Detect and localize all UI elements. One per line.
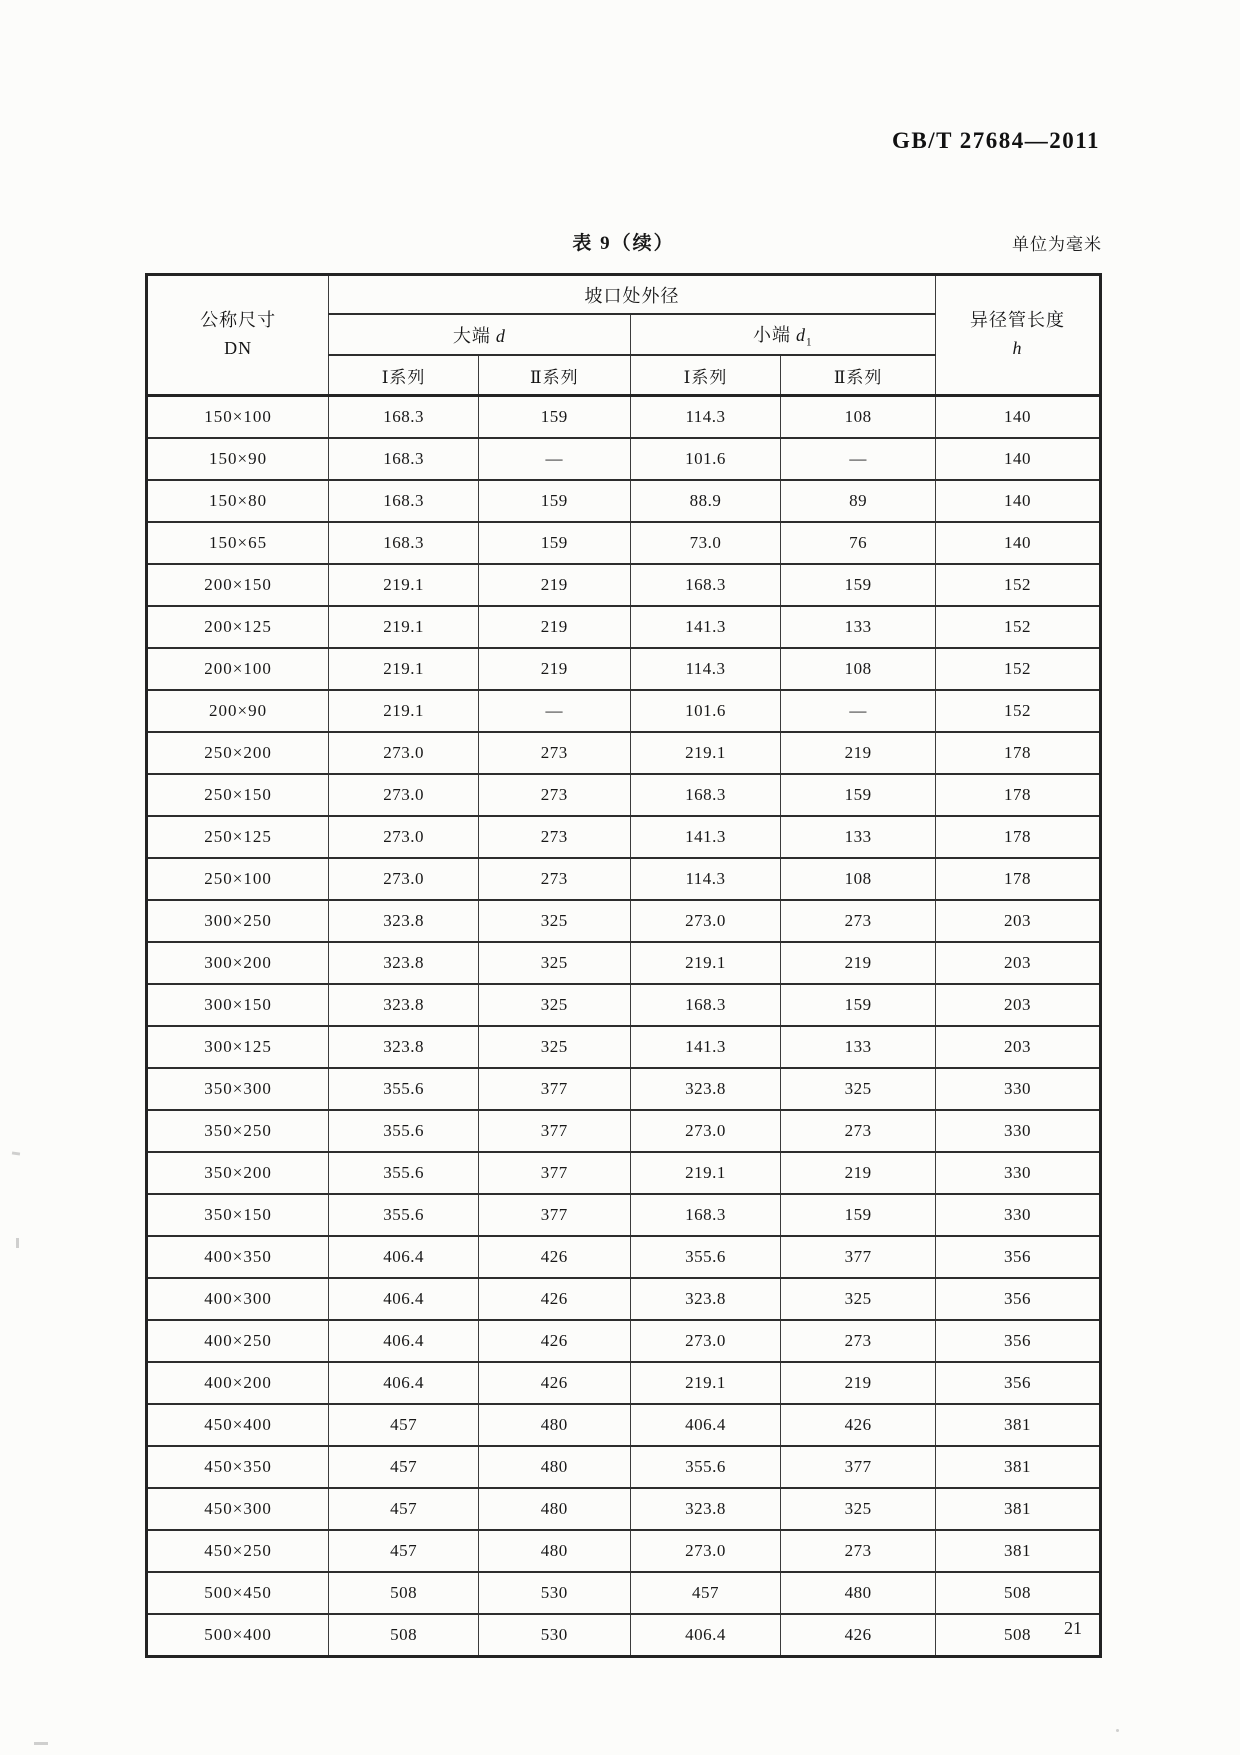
page-number: 21 [1064,1618,1082,1638]
value-cell: 356 [935,1362,1100,1404]
value-cell: 203 [935,942,1100,984]
value-cell: — [478,438,630,480]
value-cell: 140 [935,438,1100,480]
value-cell: 152 [935,648,1100,690]
table-row [147,1614,1101,1657]
value-cell: 480 [478,1404,630,1446]
dn-cell: 400×200 [147,1362,329,1404]
value-cell: 76 [781,522,936,564]
value-cell: 355.6 [630,1236,781,1278]
value-cell: 406.4 [630,1614,781,1657]
value-cell: 325 [781,1068,936,1110]
value-cell: 273.0 [329,732,479,774]
value-cell: 377 [478,1068,630,1110]
dn-cell: 350×150 [147,1194,329,1236]
value-cell: 168.3 [630,984,781,1026]
dn-cell: 400×350 [147,1236,329,1278]
value-cell: 355.6 [329,1068,479,1110]
value-cell: 178 [935,858,1100,900]
table-row [147,1236,1101,1278]
value-cell: 273 [781,1530,936,1572]
scan-artifact [12,1151,20,1155]
table-row [147,816,1101,858]
value-cell: 114.3 [630,396,781,439]
table-row [147,858,1101,900]
value-cell: 457 [329,1530,479,1572]
value-cell: 219 [781,1152,936,1194]
value-cell: 325 [478,900,630,942]
dn-cell: 200×100 [147,648,329,690]
value-cell: 273 [781,1320,936,1362]
dn-cell: 450×350 [147,1446,329,1488]
value-cell: 273 [478,816,630,858]
table-row [147,1152,1101,1194]
value-cell: 323.8 [329,942,479,984]
table-row [147,522,1101,564]
value-cell: 178 [935,774,1100,816]
table-row [147,690,1101,732]
value-cell: 426 [478,1320,630,1362]
value-cell: 508 [329,1614,479,1657]
value-cell: 381 [935,1404,1100,1446]
dn-cell: 350×250 [147,1110,329,1152]
value-cell: 508 [935,1614,1100,1657]
value-cell: 323.8 [630,1278,781,1320]
value-cell: 457 [329,1404,479,1446]
value-cell: 457 [329,1488,479,1530]
value-cell: 159 [781,1194,936,1236]
value-cell: — [781,438,936,480]
table-row [147,438,1101,480]
table-row [147,1488,1101,1530]
value-cell: 426 [478,1278,630,1320]
scan-artifact [1116,1729,1119,1732]
value-cell: 168.3 [630,564,781,606]
value-cell: 141.3 [630,606,781,648]
value-cell: 159 [781,564,936,606]
value-cell: 219 [781,942,936,984]
value-cell: 219.1 [329,690,479,732]
table-row [147,564,1101,606]
table-row [147,480,1101,522]
dn-cell: 450×250 [147,1530,329,1572]
value-cell: 480 [478,1530,630,1572]
value-cell: 406.4 [329,1320,479,1362]
table-row [147,1362,1101,1404]
value-cell: 273.0 [329,774,479,816]
value-cell: 356 [935,1278,1100,1320]
header-series-2-small: Ⅱ系列 [781,355,936,396]
value-cell: 426 [478,1236,630,1278]
value-cell: 273.0 [329,858,479,900]
value-cell: 480 [478,1488,630,1530]
value-cell: 355.6 [329,1152,479,1194]
value-cell: 325 [478,1026,630,1068]
value-cell: 219.1 [329,606,479,648]
table-row [147,396,1101,439]
value-cell: 330 [935,1152,1100,1194]
dimension-table [145,273,1102,1658]
value-cell: 168.3 [329,522,479,564]
value-cell: 152 [935,606,1100,648]
table-title: 表 9（续） [572,233,675,254]
dn-cell: 350×300 [147,1068,329,1110]
dn-cell: 400×300 [147,1278,329,1320]
value-cell: 530 [478,1614,630,1657]
dn-cell: 300×250 [147,900,329,942]
dn-cell: 250×200 [147,732,329,774]
dn-cell: 450×400 [147,1404,329,1446]
value-cell: 101.6 [630,438,781,480]
table-row [147,1068,1101,1110]
value-cell: 178 [935,816,1100,858]
dn-cell: 200×150 [147,564,329,606]
header-outer-diameter-group: 坡口处外径 [329,275,936,315]
value-cell: 168.3 [630,1194,781,1236]
value-cell: 273.0 [630,900,781,942]
value-cell: 133 [781,1026,936,1068]
value-cell: 406.4 [329,1362,479,1404]
header-dn-symbol: DN [224,338,253,358]
value-cell: 140 [935,480,1100,522]
value-cell: 203 [935,984,1100,1026]
value-cell: 114.3 [630,858,781,900]
value-cell: 141.3 [630,816,781,858]
dn-cell: 300×125 [147,1026,329,1068]
value-cell: 273 [781,1110,936,1152]
value-cell: 219 [478,648,630,690]
value-cell: 140 [935,522,1100,564]
table-caption-row [145,228,1102,254]
dn-cell: 300×150 [147,984,329,1026]
scan-artifact [16,1238,19,1248]
header-series-1-small: Ⅰ系列 [630,355,781,396]
table-row [147,942,1101,984]
value-cell: 406.4 [329,1278,479,1320]
value-cell: 168.3 [329,396,479,439]
value-cell: 356 [935,1236,1100,1278]
header-series-2-large: Ⅱ系列 [478,355,630,396]
value-cell: 159 [478,480,630,522]
scan-artifact [34,1742,48,1745]
value-cell: 355.6 [329,1110,479,1152]
value-cell: 356 [935,1320,1100,1362]
value-cell: 273.0 [630,1320,781,1362]
value-cell: 133 [781,606,936,648]
value-cell: 168.3 [329,480,479,522]
header-small-end: 小端 $d_1$ [630,314,935,355]
dn-cell: 450×300 [147,1488,329,1530]
dn-cell: 150×80 [147,480,329,522]
table-row [147,732,1101,774]
header-dn [147,275,329,396]
value-cell: 457 [329,1446,479,1488]
header-series-1-large: Ⅰ系列 [329,355,479,396]
value-cell: 219.1 [329,648,479,690]
dn-cell: 150×90 [147,438,329,480]
value-cell: 219 [478,606,630,648]
value-cell: 219 [478,564,630,606]
value-cell: 323.8 [329,1026,479,1068]
table-row [147,1530,1101,1572]
value-cell: 101.6 [630,690,781,732]
table-row [147,1194,1101,1236]
value-cell: 152 [935,564,1100,606]
value-cell: 426 [781,1404,936,1446]
value-cell: 377 [478,1194,630,1236]
value-cell: 377 [781,1236,936,1278]
value-cell: 530 [478,1572,630,1614]
dn-cell: 200×125 [147,606,329,648]
value-cell: 273.0 [329,816,479,858]
value-cell: 159 [781,984,936,1026]
value-cell: 457 [630,1572,781,1614]
value-cell: 273 [781,900,936,942]
table-body [147,396,1101,1657]
dn-cell: 250×150 [147,774,329,816]
value-cell: 355.6 [630,1446,781,1488]
value-cell: 159 [478,522,630,564]
dn-cell: 150×100 [147,396,329,439]
value-cell: 273 [478,774,630,816]
table-row [147,984,1101,1026]
value-cell: 330 [935,1194,1100,1236]
value-cell: 381 [935,1530,1100,1572]
value-cell: — [781,690,936,732]
value-cell: 89 [781,480,936,522]
table-row [147,1026,1101,1068]
value-cell: 273 [478,858,630,900]
header-dn-label: 公称尺寸 [200,310,277,331]
dn-cell: 350×200 [147,1152,329,1194]
dn-cell: 250×100 [147,858,329,900]
small-end-var: $d_1$ [795,324,813,349]
header-large-end: 大端 d [329,314,630,355]
value-cell: 323.8 [630,1488,781,1530]
value-cell: 114.3 [630,648,781,690]
value-cell: 508 [329,1572,479,1614]
value-cell: 480 [781,1572,936,1614]
value-cell: 203 [935,1026,1100,1068]
value-cell: 355.6 [329,1194,479,1236]
value-cell: 219.1 [630,732,781,774]
table-header [147,275,1101,396]
table-row [147,1320,1101,1362]
value-cell: 325 [478,984,630,1026]
value-cell: 426 [781,1614,936,1657]
value-cell: 406.4 [329,1236,479,1278]
value-cell: 219.1 [329,564,479,606]
value-cell: 133 [781,816,936,858]
value-cell: 108 [781,858,936,900]
value-cell: 88.9 [630,480,781,522]
value-cell: 141.3 [630,1026,781,1068]
value-cell: 325 [781,1488,936,1530]
table-row [147,606,1101,648]
dn-cell: 500×450 [147,1572,329,1614]
value-cell: 140 [935,396,1100,439]
value-cell: 203 [935,900,1100,942]
dn-cell: 250×125 [147,816,329,858]
dn-cell: 400×250 [147,1320,329,1362]
value-cell: 381 [935,1488,1100,1530]
value-cell: 323.8 [329,900,479,942]
value-cell: 273.0 [630,1530,781,1572]
header-length-var: h [1012,338,1023,358]
value-cell: 381 [935,1446,1100,1488]
value-cell: 323.8 [630,1068,781,1110]
value-cell: 219 [781,1362,936,1404]
value-cell: 377 [478,1110,630,1152]
value-cell: 330 [935,1068,1100,1110]
value-cell: 273 [478,732,630,774]
value-cell: 377 [781,1446,936,1488]
value-cell: 168.3 [329,438,479,480]
table-row [147,1446,1101,1488]
table-row [147,648,1101,690]
value-cell: 159 [478,396,630,439]
value-cell: 273.0 [630,1110,781,1152]
dn-cell: 300×200 [147,942,329,984]
value-cell: 108 [781,396,936,439]
standard-number: GB/T 27684—2011 [891,128,1100,153]
value-cell: 406.4 [630,1404,781,1446]
table-row [147,1110,1101,1152]
value-cell: 178 [935,732,1100,774]
table-row [147,1278,1101,1320]
value-cell: 219.1 [630,1362,781,1404]
value-cell: 159 [781,774,936,816]
dn-cell: 200×90 [147,690,329,732]
value-cell: 325 [781,1278,936,1320]
value-cell: 108 [781,648,936,690]
value-cell: 219.1 [630,942,781,984]
dn-cell: 150×65 [147,522,329,564]
value-cell: 219 [781,732,936,774]
value-cell: 377 [478,1152,630,1194]
value-cell: 480 [478,1446,630,1488]
value-cell: 219.1 [630,1152,781,1194]
header-length [935,275,1100,396]
value-cell: 325 [478,942,630,984]
value-cell: — [478,690,630,732]
value-cell: 426 [478,1362,630,1404]
table-row [147,774,1101,816]
unit-note: 单位为毫米 [1012,235,1102,254]
value-cell: 168.3 [630,774,781,816]
value-cell: 152 [935,690,1100,732]
table-row [147,1572,1101,1614]
value-cell: 323.8 [329,984,479,1026]
large-end-var: d [495,325,506,346]
value-cell: 73.0 [630,522,781,564]
dn-cell: 500×400 [147,1614,329,1657]
header-length-label: 异径管长度 [969,310,1065,331]
value-cell: 330 [935,1110,1100,1152]
table-row [147,1404,1101,1446]
value-cell: 508 [935,1572,1100,1614]
table-row [147,900,1101,942]
